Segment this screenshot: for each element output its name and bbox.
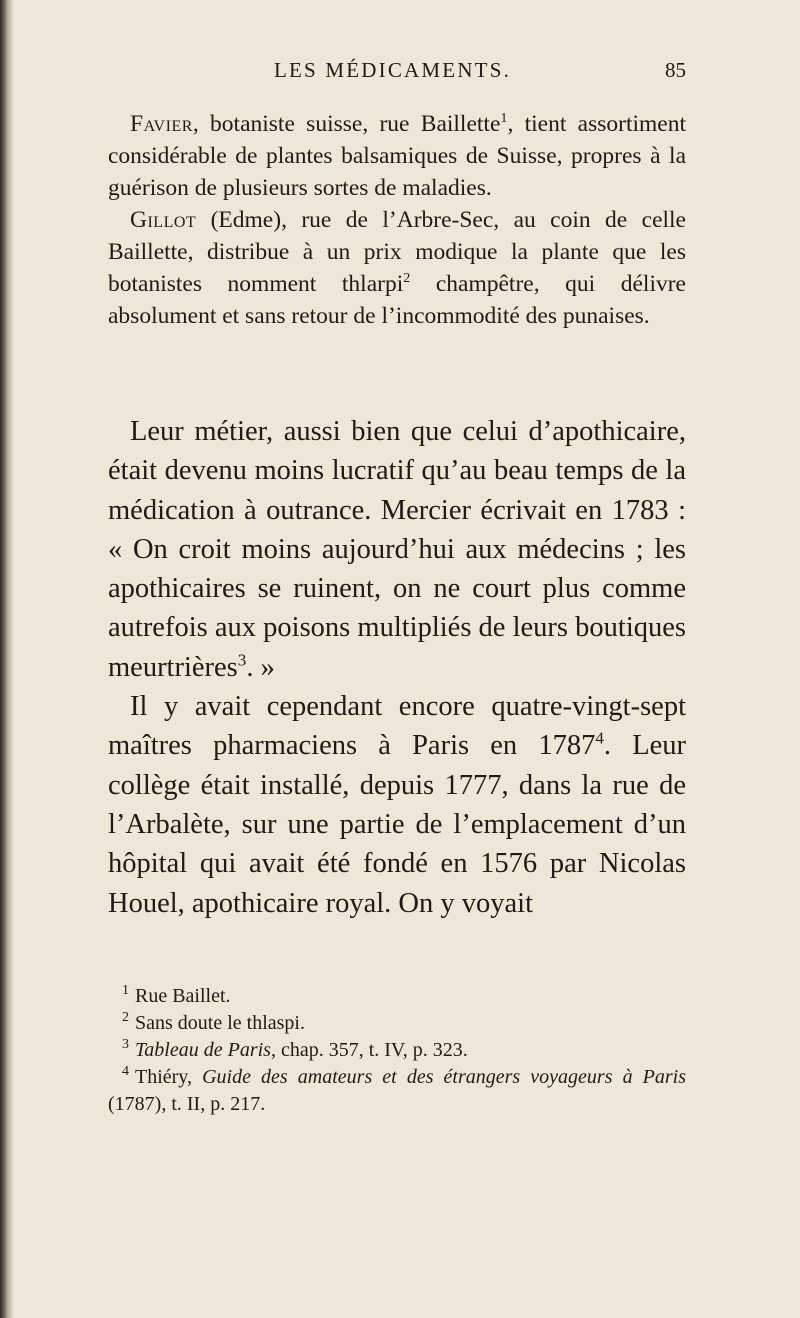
footnote: $^1$ Rue Baillet. <box>122 983 231 1007</box>
paragraph: Il y avait cependant encore quatre-vingt-sept maîtres pharmaciens à Paris en 1787$^4$. Leur collège était installé, depuis 1777, dans la rue de l’Arbalète, sur une partie de l’emplacement d’un hôpital qui avait été fondé en 1576 par Nicolas Houel, apothicaire royal. On y voyait <box>108 691 686 919</box>
footnotes <box>108 983 686 1118</box>
entry-name: Gillot <box>130 207 197 233</box>
entry-favier: Favier, botaniste suisse, rue Baillette$^1$, tient assortiment considérable de plantes balsamiques de Suisse, propres à la guérison de plusieurs sortes de maladies. <box>108 110 686 201</box>
paragraph: Leur métier, aussi bien que celui d’apothicaire, était devenu moins lucratif qu’au beau temps de la médication à outrance. Mercier écrivait en 1783 : « On croit moins aujourd’hui aux médecins ; les apothicaires se ruinent, on ne court plus comme autrefois aux poisons multipliés de leurs boutiques meurtrières$^3$. » <box>108 416 686 683</box>
footnote-ref: 3 <box>237 650 247 670</box>
main-text <box>108 412 686 923</box>
footnote-ref: 4 <box>595 728 604 748</box>
running-title: LES MÉDICAMENTS. <box>274 58 512 82</box>
footnote-ref: 2 <box>403 270 411 287</box>
entry-gillot: Gillot (Edme), rue de l’Arbre-Sec, au coin de celle Baillette, distribue à un prix modique la plante que les botanistes nomment thlarpi$^2$ champêtre, qui délivre absolument et sans retour de l’incommodité des punaises. <box>108 207 686 329</box>
page-edge-shadow <box>0 0 14 1318</box>
footnote: $^4$ Thiéry, Guide des amateurs et des étrangers voyageurs à Paris (1787), t. II, p. 217. <box>108 1064 686 1115</box>
entry-name: Favier <box>130 111 193 137</box>
footnote: $^2$ Sans doute le thlaspi. <box>122 1010 305 1034</box>
page-number: 85 <box>665 58 686 82</box>
page-header <box>108 58 686 88</box>
footnote-ref: 1 <box>500 110 508 127</box>
merchant-entries <box>108 108 686 332</box>
footnote: $^3$ Tableau de Paris, chap. 357, t. IV, p. 323. <box>122 1037 468 1061</box>
